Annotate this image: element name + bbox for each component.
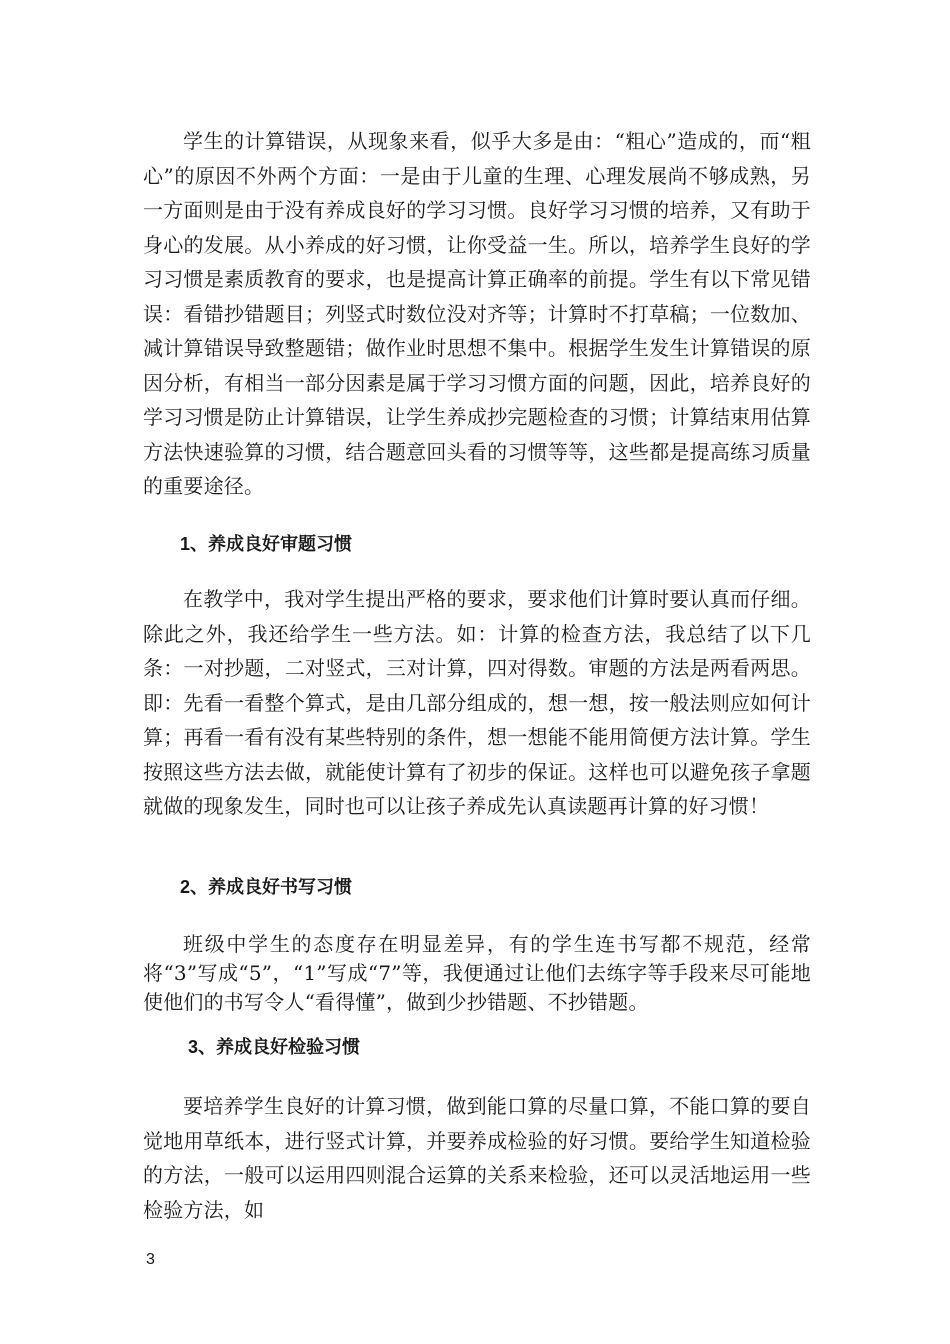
section-number: 2: [180, 877, 191, 897]
section1-paragraph: 在教学中，我对学生提出严格的要求，要求他们计算时要认真而仔细。除此之外，我还给学生一些方法。如：计算的检查方法，我总结了以下几条：一对抄题，二对竖式，三对计算，四对得数。审题的方法是两看两思。即：先看一看整个算式，是由几部分组成的，想一想，按一般法则应如何计算；再看一看有没有某些特别的条件，想一想能不能用简便方法计算。学生按照这些方法去做，就能使计算有了初步的保证。这样也可以避免孩子拿题就做的现象发生，同时也可以让孩子养成先认真读题再计算的好习惯！: [143, 587, 811, 818]
section-heading-1: [180, 532, 352, 557]
section-heading-2: [180, 875, 352, 900]
page-number: 3: [146, 1251, 155, 1268]
section2-paragraph: 班级中学生的态度存在明显差异，有的学生连书写都不规范，经常将“3”写成“5”，“1”写成“7”等，我便通过让他们去练字等手段来尽可能地使他们的书写令人“看得懂”，做到少抄错题、不抄错题。: [143, 932, 811, 1014]
section-number: 3: [188, 1037, 199, 1057]
section3-paragraph: 要培养学生良好的计算习惯，做到能口算的尽量口算，不能口算的要自觉地用草纸本，进行竖式计算，并要养成检验的好习惯。要给学生知道检验的方法，一般可以运用四则混合运算的关系来检验，还可以灵活地运用一些检验方法，如: [143, 1094, 811, 1222]
section-number: 1: [180, 534, 191, 554]
section-title: 、养成良好检验习惯: [198, 1037, 361, 1058]
intro-paragraph: 学生的计算错误，从现象来看，似乎大多是由：“粗心”造成的，而“粗心”的原因不外两个方面：一是由于儿童的生理、心理发展尚不够成熟，另一方面则是由于没有养成良好的学习习惯。良好学习习惯的培养，又有助于身心的发展。从小养成的好习惯，让你受益一生。所以，培养学生良好的学习习惯是素质教育的要求，也是提高计算正确率的前提。学生有以下常见错误：看错抄错题目；列竖式时数位没对齐等；计算时不打草稿；一位数加、减计算错误导致整题错；做作业时思想不集中。根据学生发生计算错误的原因分析，有相当一部分因素是属于学习习惯方面的问题，因此，培养良好的学习习惯是防止计算错误，让学生养成抄完题检查的习惯；计算结束用估算方法快速验算的习惯，结合题意回头看的习惯等等，这些都是提高练习质量的重要途径。: [143, 129, 811, 498]
section-title: 、养成良好审题习惯: [190, 534, 353, 555]
section-heading-3: [188, 1035, 360, 1060]
section-title: 、养成良好书写习惯: [190, 877, 353, 898]
